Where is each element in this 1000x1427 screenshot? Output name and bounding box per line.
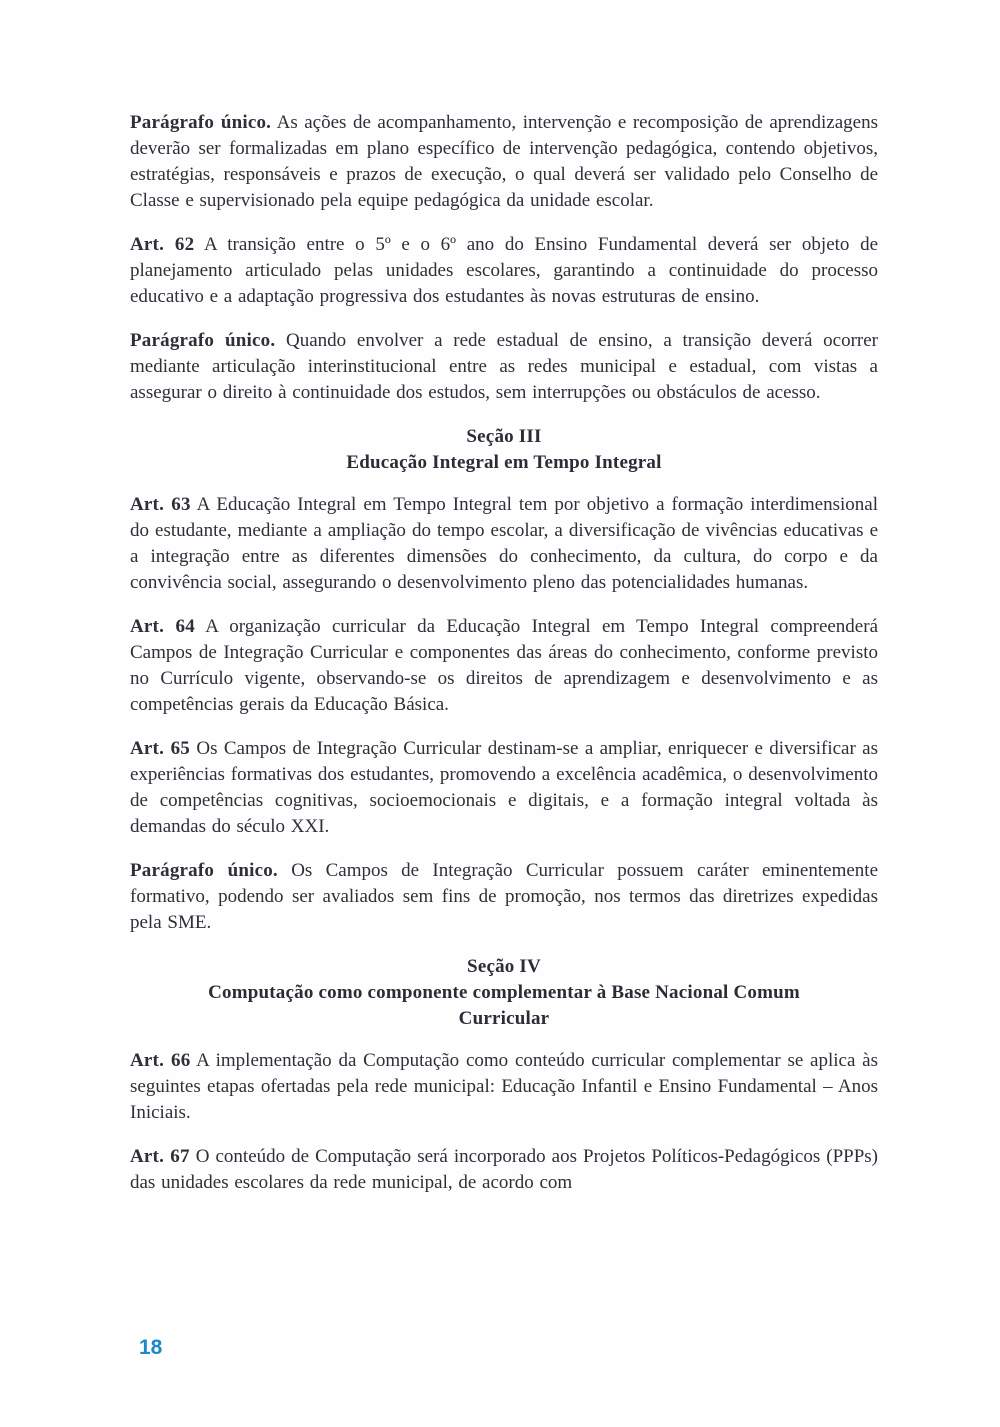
section-heading-secao-iv — [164, 954, 844, 1032]
section-heading-line: Educação Integral em Tempo Integral — [346, 452, 662, 473]
paragraph-text: Quando envolver a rede estadual de ensino, a transição deverá ocorrer mediante articulação interinstitucional entre as redes municipal e estadual, com vistas a assegurar o direito à continuidade dos estudos, sem interrupções ou obstáculos de acesso. — [130, 330, 878, 403]
paragraph-text: O conteúdo de Computação será incorporado aos Projetos Políticos-Pedagógicos (PPPs) das unidades escolares da rede municipal, de acordo com — [130, 1146, 878, 1193]
paragraph-art-62 — [130, 232, 878, 310]
document-body — [130, 110, 878, 1214]
paragraph-lead: Art. 62 — [130, 234, 195, 255]
section-heading-line: Seção IV — [467, 956, 541, 977]
paragraph-lead: Art. 67 — [130, 1146, 190, 1167]
paragraph-text: A implementação da Computação como conteúdo curricular complementar se aplica às seguintes etapas ofertadas pela rede municipal: Educação Infantil e Ensino Fundamental – Anos Iniciais. — [130, 1050, 879, 1123]
paragraph-paragrafo-unico-2 — [130, 328, 878, 406]
paragraph-lead: Art. 66 — [130, 1050, 191, 1071]
paragraph-art-65 — [130, 736, 878, 840]
section-heading-line: Seção III — [466, 426, 542, 447]
page-number: 18 — [139, 1336, 163, 1359]
paragraph-text: A organização curricular da Educação Integral em Tempo Integral compreenderá Campos de Integração Curricular e componentes das áreas do conhecimento, conforme previsto no Currículo vigente, observando-se os direitos de aprendizagem e desenvolvimento e as competências gerais da Educação Básica. — [130, 616, 879, 715]
paragraph-lead: Parágrafo único. — [130, 112, 272, 133]
paragraph-art-66 — [130, 1048, 878, 1126]
paragraph-paragrafo-unico-1 — [130, 110, 878, 214]
paragraph-lead: Parágrafo único. — [130, 860, 278, 881]
paragraph-text: Os Campos de Integração Curricular possuem caráter eminentemente formativo, podendo ser avaliados sem fins de promoção, nos termos das diretrizes expedidas pela SME. — [130, 860, 879, 933]
paragraph-text: As ações de acompanhamento, intervenção e recomposição de aprendizagens deverão ser formalizadas em plano específico de intervenção pedagógica, contendo objetivos, estratégias, responsáveis e prazos de execução, o qual deverá ser validado pelo Conselho de Classe e supervisionado pela equipe pedagógica da unidade escolar. — [130, 112, 878, 211]
paragraph-text: A Educação Integral em Tempo Integral tem por objetivo a formação interdimensional do estudante, mediante a ampliação do tempo escolar, a diversificação de vivências educativas e a integração entre as diferentes dimensões do conhecimento, da cultura, do corpo e da convivência social, assegurando o desenvolvimento pleno das potencialidades humanas. — [130, 494, 878, 593]
section-heading-line: Computação como componente complementar à Base Nacional Comum Curricular — [208, 982, 800, 1029]
paragraph-art-63 — [130, 492, 878, 596]
paragraph-art-67 — [130, 1144, 878, 1196]
paragraph-art-64 — [130, 614, 878, 718]
paragraph-text: A transição entre o 5º e o 6º ano do Ensino Fundamental deverá ser objeto de planejamento articulado pelas unidades escolares, garantindo a continuidade do processo educativo e a adaptação progressiva dos estudantes às novas estruturas de ensino. — [130, 234, 879, 307]
paragraph-lead: Art. 63 — [130, 494, 191, 515]
section-heading-secao-iii — [164, 424, 844, 476]
paragraph-lead: Parágrafo único. — [130, 330, 276, 351]
paragraph-lead: Art. 65 — [130, 738, 190, 759]
paragraph-lead: Art. 64 — [130, 616, 195, 637]
paragraph-text: Os Campos de Integração Curricular destinam-se a ampliar, enriquecer e diversificar as experiências formativas dos estudantes, promovendo a excelência acadêmica, o desenvolvimento de competências cognitivas, socioemocionais e digitais, e a formação integral voltada às demandas do século XXI. — [130, 738, 878, 837]
paragraph-paragrafo-unico-3 — [130, 858, 878, 936]
